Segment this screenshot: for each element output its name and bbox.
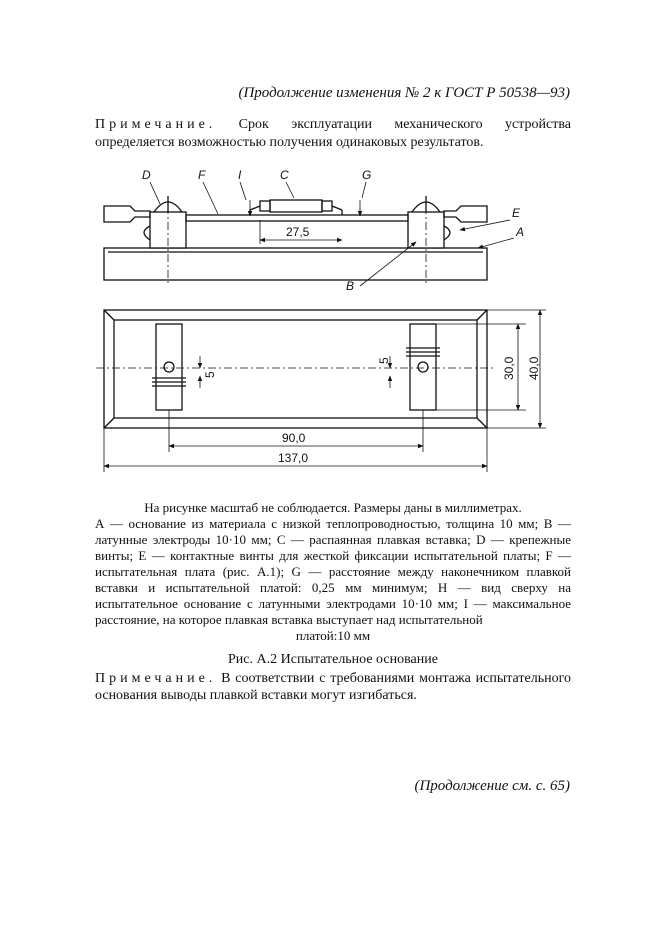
- dim-5-left: 5: [203, 371, 217, 378]
- screw-hole-left: [164, 362, 174, 372]
- note2-label: Примечание.: [95, 671, 217, 686]
- dim-137: 137,0: [278, 451, 309, 465]
- label-c: C: [280, 168, 289, 182]
- screw-hole-right: [418, 362, 428, 372]
- figure-legend: А — основание из материала с низкой теплопроводностью, толщина 10 мм; В — латунные электроды 10·10 мм; С — распаянная плавкая вставка; D — крепежные винты; Е — контактные винты для жесткой фиксации испытательной платы; F — испытательная плата (рис. А.1); G — расстояние между наконечником плавкой вставки и испытательной платой: 0,25 мм минимум; Н — вид сверху на испытательное основание с латунными электродами 10·10 мм; I — максимальное расстояние, на которое плавкая вставка выступает над испытательной: [95, 516, 571, 627]
- note-fuse-leads: [95, 670, 571, 704]
- dim-40: 40,0: [527, 356, 541, 380]
- figure-caption: [95, 500, 571, 644]
- note-label: Примечание.: [95, 117, 217, 132]
- test-base-drawing: [90, 160, 560, 480]
- note-service-life: [95, 116, 571, 152]
- test-board: [186, 215, 408, 221]
- figure-legend-end: платой:10 мм: [295, 628, 371, 643]
- fuse: [270, 200, 322, 212]
- label-f: F: [198, 168, 206, 182]
- base-side-view: [104, 248, 487, 280]
- scale-note: На рисунке масштаб не соблюдается. Размеры даны в миллиметрах.: [144, 500, 522, 515]
- label-i: I: [238, 168, 242, 182]
- dim-90: 90,0: [282, 431, 306, 445]
- continuation-header: (Продолжение изменения № 2 к ГОСТ Р 50538—93): [238, 85, 570, 101]
- dim-5-right: 5: [377, 357, 391, 364]
- label-d: D: [142, 168, 151, 182]
- electrode-left-top: [156, 324, 182, 410]
- electrode-right-top: [410, 324, 436, 410]
- label-a: A: [516, 225, 525, 239]
- label-g: G: [362, 168, 372, 182]
- note-text: Срок эксплуатации механического устройства определяется возможностью получения одинаковых результатов.: [95, 117, 571, 150]
- label-e: E: [512, 206, 521, 220]
- continuation-footer: (Продолжение см. с. 65): [414, 778, 570, 794]
- dim-30: 30,0: [502, 356, 516, 380]
- note2-text: В соответствии с требованиями монтажа испытательного основания выводы плавкой вставки могут изгибаться.: [95, 671, 571, 703]
- dim-27-5: 27,5: [286, 225, 310, 239]
- label-b: B: [346, 279, 355, 293]
- figure-title: Рис. А.2 Испытательное основание: [228, 652, 438, 667]
